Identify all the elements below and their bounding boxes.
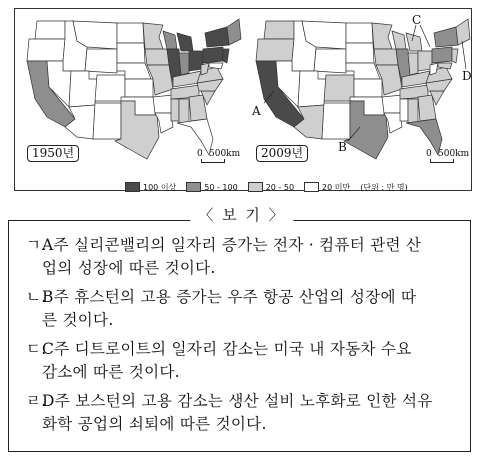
state-ne-states [456,19,470,45]
scale-zero-2009: 0 [426,149,432,159]
legend-swatch [125,182,140,192]
state-al [408,99,418,123]
map-1950 [17,9,242,165]
scale-bar-2009 [430,159,454,163]
state-ks [354,79,382,97]
scale-km-2009: 500km [438,149,470,159]
item-line-1: C주 디트로이트의 일자리 감소는 미국 내 자동차 수요 [42,340,412,358]
state-ne-states [227,19,241,45]
callout-d: D [462,69,472,83]
item-line-2: 업의 성장에 따른 것이다. [42,259,216,277]
state-ar [153,95,173,113]
callout-a: A [252,104,261,118]
legend-unit: (단위 : 만 명) [360,182,408,192]
item-line-1: A주 실리콘밸리의 일자리 증가는 전자 · 컴퓨터 관련 산 [42,236,422,254]
state-ms [400,99,408,121]
legend-item-under-20 [304,182,350,193]
item-line-1: D주 보스턴의 고용 감소는 생산 설비 노후화로 인한 석유 [42,392,433,410]
bogi-item-rieul [26,390,456,436]
state-in [179,53,189,75]
state-md [209,63,223,69]
state-al [179,99,189,123]
legend-item-50-100 [186,182,237,192]
state-co [324,75,354,101]
legend-label: 20 - 50 [265,182,295,192]
item-line-2: 화학 공업의 쇠퇴에 따른 것이다. [42,415,267,433]
state-ia [145,49,169,65]
state-md [438,63,452,69]
state-ny [205,27,229,47]
state-wa [264,21,294,39]
item-line-2: 른 것이다. [42,311,114,329]
legend-label: 50 - 100 [204,182,238,192]
state-nd [117,23,144,43]
year-label-2009: 2009년 [256,145,308,162]
state-wa [35,21,65,39]
item-mark: ㄱ. [26,236,47,254]
state-mn [372,23,392,49]
state-in [408,53,418,75]
state-nm [322,103,350,139]
map-2009 [246,9,471,165]
state-or [256,39,294,61]
item-mark: ㄹ. [26,392,47,410]
state-wy [314,49,346,73]
state-ks [125,79,153,97]
state-wi [163,31,177,49]
state-nj [452,49,458,63]
state-fl [177,119,213,155]
legend-item-100-plus [125,182,176,193]
state-ut [298,71,326,107]
scale-bar-1950 [201,159,225,163]
legend-label: 100 이상 [143,182,177,192]
state-ms [171,99,179,121]
callout-b: B [338,140,347,154]
state-ia [374,49,398,65]
item-mark: ㄴ. [26,288,47,306]
callout-c-line-2 [420,25,430,47]
state-nd [346,23,373,43]
item-line-1: B주 휴스턴의 고용 증가는 우주 항공 산업의 성장에 따 [42,288,417,306]
item-line-2: 감소에 따른 것이다. [42,363,180,381]
callout-c: C [412,13,422,27]
state-fl [406,119,442,155]
bogi-item-nieun [26,286,456,332]
us-map-1950-svg [17,9,242,165]
item-mark: ㄷ. [26,340,47,358]
legend-swatch [304,182,319,192]
bogi-title: 〈 보 기 〉 [190,204,293,225]
state-mi [406,33,422,51]
state-wy [85,49,117,73]
state-nm [93,103,121,139]
state-sd [346,43,374,63]
state-ut [69,71,97,107]
scale-zero-1950: 0 [197,149,203,159]
bogi-item-digeut [26,338,456,384]
legend-label: 20 미만 [322,182,351,192]
state-co [95,75,125,101]
map-figure [14,8,472,191]
map-legend [125,181,408,193]
state-pa [203,47,223,63]
bogi-item-giyeok [26,234,456,280]
us-map-2009-svg [246,9,471,165]
callout-d-line [462,41,466,69]
scale-km-1950: 500km [209,149,241,159]
legend-swatch [248,182,263,192]
state-pa [432,47,452,63]
state-sd [117,43,145,63]
state-wi [392,31,406,49]
state-nj [223,49,229,63]
state-or [27,39,65,61]
legend-item-20-50 [248,182,294,192]
state-mn [143,23,163,49]
state-ar [382,95,402,113]
legend-swatch [186,182,201,192]
state-ny [434,27,458,47]
year-label-1950: 1950년 [27,145,79,162]
state-mi [177,33,193,51]
